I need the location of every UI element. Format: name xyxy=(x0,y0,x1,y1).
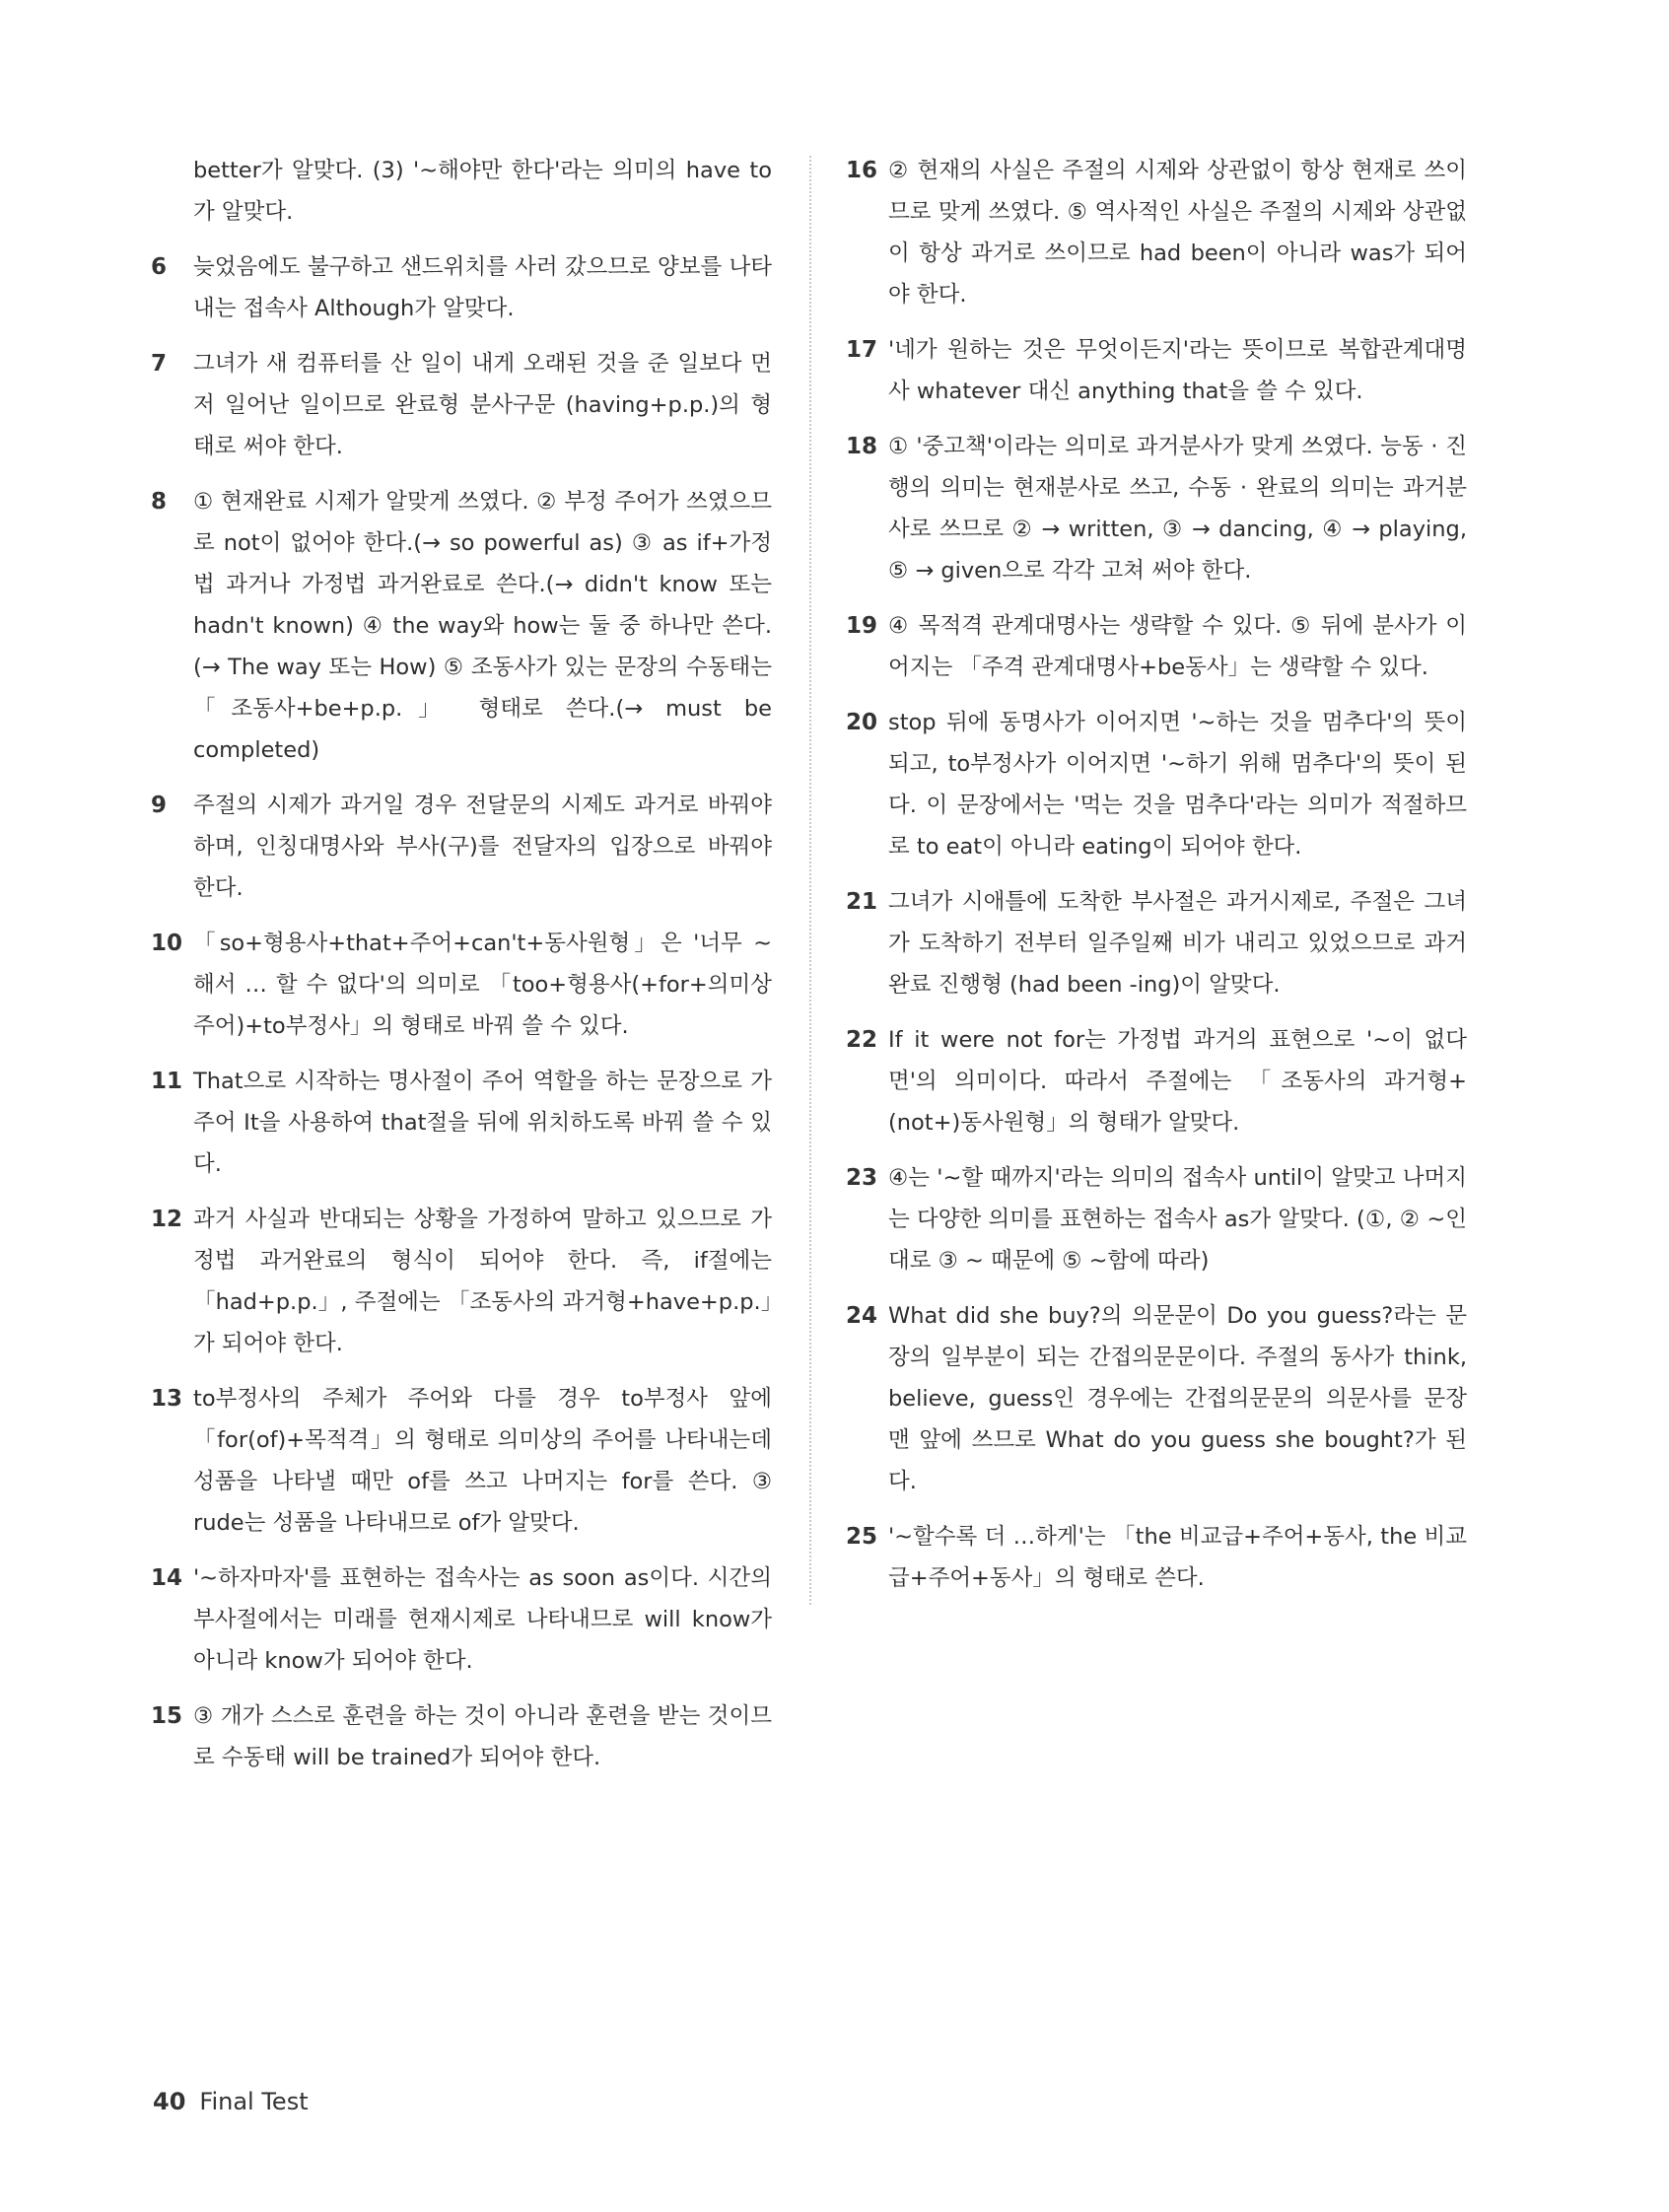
answer-item-12 xyxy=(151,1199,772,1364)
item-text: '~하자마자'를 표현하는 접속사는 as soon as이다. 시간의 부사절에서는 미래를 현재시제로 나타내므로 will know가 아니라 know가 되어야 한다. xyxy=(193,1565,772,1674)
item-number: 10 xyxy=(151,931,183,956)
answer-item-20 xyxy=(846,702,1467,867)
item-text: 과거 사실과 반대되는 상황을 가정하여 말하고 있으므로 가정법 과거완료의 형식이 되어야 한다. 즉, if절에는 「had+p.p.」, 주절에는 「조동사의 과거형+have+p.p.」가 되어야 한다. xyxy=(193,1207,772,1356)
answer-item-17 xyxy=(846,329,1467,412)
item-number: 21 xyxy=(846,889,878,915)
item-text: 「so+형용사+that+주어+can't+동사원형」은 '너무 ~해서 … 할 수 없다'의 의미로 「too+형용사(+for+의미상 주어)+to부정사」의 형태로 바꿔 쓸 수 있다. xyxy=(193,931,772,1039)
footer-label: Final Test xyxy=(199,2088,309,2115)
page-footer xyxy=(153,2088,309,2115)
item-text: better가 알맞다. (3) '~해야만 한다'라는 의미의 have to가 알맞다. xyxy=(193,158,772,225)
answer-item-18 xyxy=(846,426,1467,591)
answer-item-7 xyxy=(151,343,772,467)
item-text: ① '중고책'이라는 의미로 과거분사가 맞게 쓰였다. 능동 · 진행의 의미는 현재분사로 쓰고, 수동 · 완료의 의미는 과거분사로 쓰므로 ② → written, ③ → dancing, ④ → playing, ⑤ → given으로 각각 고쳐 써야 한다. xyxy=(888,434,1467,584)
item-text: ② 현재의 사실은 주절의 시제와 상관없이 항상 현재로 쓰이므로 맞게 쓰였다. ⑤ 역사적인 사실은 주절의 시제와 상관없이 항상 과거로 쓰이므로 had been이 아니라 was가 되어야 한다. xyxy=(888,158,1467,308)
item-number: 23 xyxy=(846,1165,878,1191)
item-number: 20 xyxy=(846,710,878,735)
column-divider xyxy=(809,156,811,1605)
item-text: 늦었음에도 불구하고 샌드위치를 사러 갔으므로 양보를 나타내는 접속사 Although가 알맞다. xyxy=(193,254,772,321)
answer-item-5-cont xyxy=(151,150,772,233)
answer-item-14 xyxy=(151,1557,772,1682)
answer-item-6 xyxy=(151,246,772,329)
answer-item-10 xyxy=(151,923,772,1047)
item-text: '네가 원하는 것은 무엇이든지'라는 뜻이므로 복합관계대명사 whatever 대신 anything that을 쓸 수 있다. xyxy=(888,337,1467,404)
item-number: 18 xyxy=(846,434,878,459)
item-text: '~할수록 더 …하게'는 「the 비교급+주어+동사, the 비교급+주어+동사」의 형태로 쓴다. xyxy=(888,1524,1467,1591)
item-number: 12 xyxy=(151,1207,183,1232)
page-number: 40 xyxy=(153,2088,186,2115)
answer-item-8 xyxy=(151,481,772,771)
answer-item-21 xyxy=(846,881,1467,1005)
item-text: ④ 목적격 관계대명사는 생략할 수 있다. ⑤ 뒤에 분사가 이어지는 「주격 관계대명사+be동사」는 생략할 수 있다. xyxy=(888,613,1467,680)
answer-item-23 xyxy=(846,1157,1467,1281)
item-number: 8 xyxy=(151,489,168,515)
answer-item-24 xyxy=(846,1295,1467,1502)
item-number: 13 xyxy=(151,1386,183,1412)
answer-item-13 xyxy=(151,1378,772,1544)
item-number: 6 xyxy=(151,254,168,280)
answer-item-16 xyxy=(846,150,1467,315)
item-text: ① 현재완료 시제가 알맞게 쓰였다. ② 부정 주어가 쓰였으므로 not이 없어야 한다.(→ so powerful as) ③ as if+가정법 과거나 가정법 과거완료로 쓴다.(→ didn't know 또는 hadn't known) ④ the way와 how는 둘 중 하나만 쓴다.(→ The way 또는 How) ⑤ 조동사가 있는 문장의 수동태는 「조동사+be+p.p.」 형태로 쓴다.(→ must be completed) xyxy=(193,489,772,763)
item-text: That으로 시작하는 명사절이 주어 역할을 하는 문장으로 가주어 It을 사용하여 that절을 뒤에 위치하도록 바꿔 쓸 수 있다. xyxy=(193,1069,772,1177)
item-number: 14 xyxy=(151,1565,183,1591)
item-number: 17 xyxy=(846,337,878,363)
item-text: 주절의 시제가 과거일 경우 전달문의 시제도 과거로 바꿔야 하며, 인칭대명사와 부사(구)를 전달자의 입장으로 바꿔야 한다. xyxy=(193,793,772,901)
answer-item-22 xyxy=(846,1019,1467,1143)
answer-item-9 xyxy=(151,785,772,909)
item-number: 7 xyxy=(151,351,168,377)
item-number: 16 xyxy=(846,158,878,183)
item-number: 19 xyxy=(846,613,878,639)
item-text: If it were not for는 가정법 과거의 표현으로 '~이 없다면'의 의미이다. 따라서 주절에는 「조동사의 과거형+(not+)동사원형」의 형태가 알맞다. xyxy=(888,1027,1467,1136)
item-text: stop 뒤에 동명사가 이어지면 '~하는 것을 멈추다'의 뜻이 되고, to부정사가 이어지면 '~하기 위해 멈추다'의 뜻이 된다. 이 문장에서는 '먹는 것을 멈추다'라는 의미가 적절하므로 to eat이 아니라 eating이 되어야 한다. xyxy=(888,710,1467,860)
item-number: 9 xyxy=(151,793,168,818)
right-column xyxy=(846,150,1467,1613)
item-number: 25 xyxy=(846,1524,878,1550)
item-text: to부정사의 주체가 주어와 다를 경우 to부정사 앞에 「for(of)+목적격」의 형태로 의미상의 주어를 나타내는데 성품을 나타낼 때만 of를 쓰고 나머지는 for를 쓴다. ③ rude는 성품을 나타내므로 of가 알맞다. xyxy=(193,1386,772,1536)
item-number: 11 xyxy=(151,1069,183,1094)
item-text: 그녀가 시애틀에 도착한 부사절은 과거시제로, 주절은 그녀가 도착하기 전부터 일주일째 비가 내리고 있었으므로 과거완료 진행형 (had been -ing)이 알맞다. xyxy=(888,889,1467,998)
item-number: 15 xyxy=(151,1703,183,1729)
item-text: What did she buy?의 의문문이 Do you guess?라는 문장의 일부분이 되는 간접의문문이다. 주절의 동사가 think, believe, guess인 경우에는 간접의문문의 의문사를 문장 맨 앞에 쓰므로 What do you guess she bought?가 된다. xyxy=(888,1303,1467,1494)
item-number: 22 xyxy=(846,1027,878,1053)
item-text: ③ 개가 스스로 훈련을 하는 것이 아니라 훈련을 받는 것이므로 수동태 will be trained가 되어야 한다. xyxy=(193,1703,772,1770)
answer-item-11 xyxy=(151,1061,772,1185)
item-text: ④는 '~할 때까지'라는 의미의 접속사 until이 알맞고 나머지는 다양한 의미를 표현하는 접속사 as가 알맞다. (①, ② ~인 대로 ③ ~ 때문에 ⑤ ~함에 따라) xyxy=(888,1165,1467,1274)
answer-item-25 xyxy=(846,1516,1467,1599)
left-column xyxy=(151,150,772,1792)
answer-item-15 xyxy=(151,1695,772,1778)
item-number: 24 xyxy=(846,1303,878,1329)
item-text: 그녀가 새 컴퓨터를 산 일이 내게 오래된 것을 준 일보다 먼저 일어난 일이므로 완료형 분사구문 (having+p.p.)의 형태로 써야 한다. xyxy=(193,351,772,459)
answer-item-19 xyxy=(846,605,1467,688)
